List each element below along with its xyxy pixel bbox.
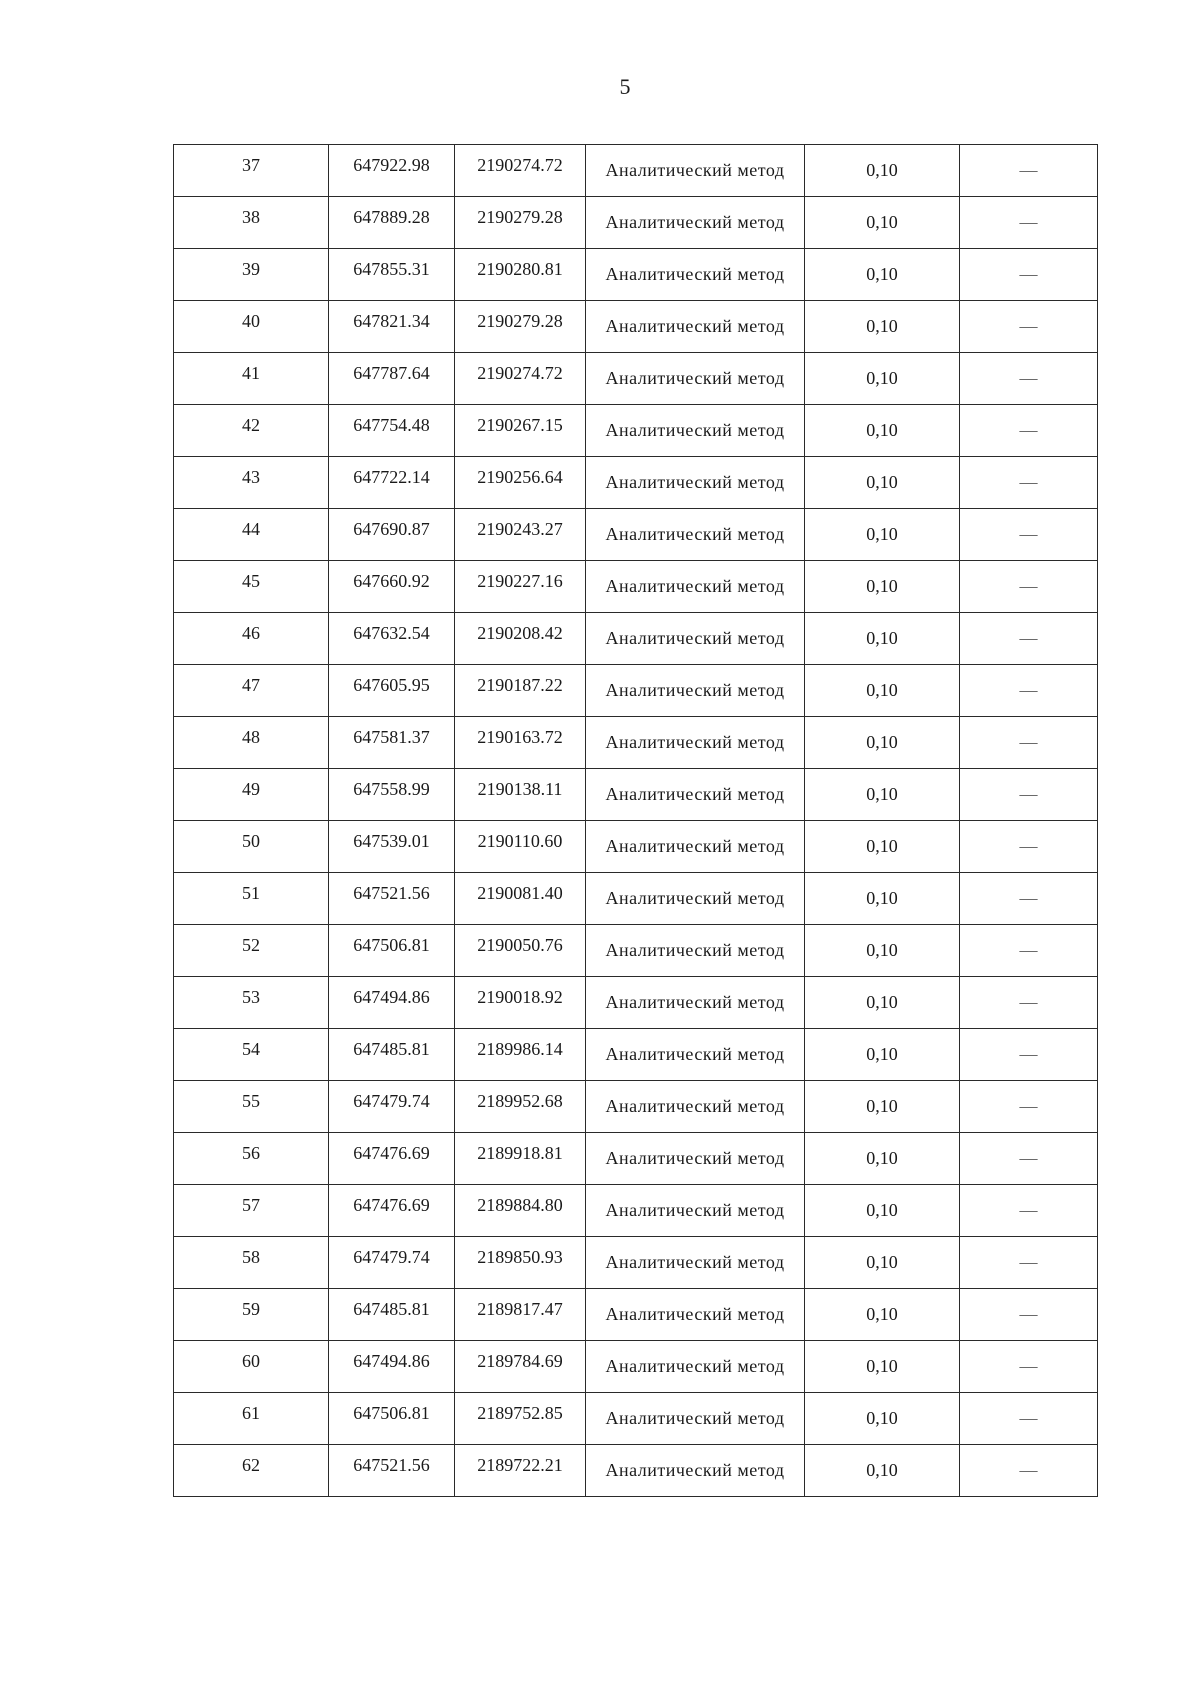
table-row	[174, 717, 1098, 769]
accuracy-cell: 0,10	[805, 509, 960, 561]
y-coordinate-cell: 2189817.47	[455, 1289, 586, 1341]
accuracy-cell: 0,10	[805, 613, 960, 665]
y-coordinate-cell: 2190138.11	[455, 769, 586, 821]
x-coordinate-cell: 647506.81	[329, 925, 455, 977]
accuracy-cell: 0,10	[805, 1445, 960, 1497]
method-cell: Аналитический метод	[586, 1341, 805, 1393]
point-number-cell: 37	[174, 145, 329, 197]
table-row	[174, 1393, 1098, 1445]
note-cell: —	[960, 1445, 1098, 1497]
y-coordinate-cell: 2190274.72	[455, 353, 586, 405]
point-number-cell: 49	[174, 769, 329, 821]
method-cell: Аналитический метод	[586, 873, 805, 925]
note-cell: —	[960, 821, 1098, 873]
x-coordinate-cell: 647494.86	[329, 977, 455, 1029]
point-number-cell: 50	[174, 821, 329, 873]
note-cell: —	[960, 925, 1098, 977]
point-number-cell: 62	[174, 1445, 329, 1497]
table-row	[174, 1133, 1098, 1185]
x-coordinate-cell: 647479.74	[329, 1081, 455, 1133]
x-coordinate-cell: 647521.56	[329, 873, 455, 925]
x-coordinate-cell: 647605.95	[329, 665, 455, 717]
accuracy-cell: 0,10	[805, 821, 960, 873]
note-cell: —	[960, 353, 1098, 405]
point-number-cell: 59	[174, 1289, 329, 1341]
y-coordinate-cell: 2190256.64	[455, 457, 586, 509]
accuracy-cell: 0,10	[805, 1185, 960, 1237]
method-cell: Аналитический метод	[586, 1029, 805, 1081]
y-coordinate-cell: 2190081.40	[455, 873, 586, 925]
method-cell: Аналитический метод	[586, 821, 805, 873]
y-coordinate-cell: 2190163.72	[455, 717, 586, 769]
accuracy-cell: 0,10	[805, 561, 960, 613]
table-row	[174, 1081, 1098, 1133]
x-coordinate-cell: 647558.99	[329, 769, 455, 821]
accuracy-cell: 0,10	[805, 1341, 960, 1393]
point-number-cell: 44	[174, 509, 329, 561]
y-coordinate-cell: 2190279.28	[455, 301, 586, 353]
x-coordinate-cell: 647581.37	[329, 717, 455, 769]
accuracy-cell: 0,10	[805, 1133, 960, 1185]
method-cell: Аналитический метод	[586, 925, 805, 977]
method-cell: Аналитический метод	[586, 769, 805, 821]
table-row	[174, 873, 1098, 925]
y-coordinate-cell: 2190280.81	[455, 249, 586, 301]
x-coordinate-cell: 647521.56	[329, 1445, 455, 1497]
y-coordinate-cell: 2190110.60	[455, 821, 586, 873]
y-coordinate-cell: 2189784.69	[455, 1341, 586, 1393]
x-coordinate-cell: 647660.92	[329, 561, 455, 613]
point-number-cell: 55	[174, 1081, 329, 1133]
x-coordinate-cell: 647889.28	[329, 197, 455, 249]
accuracy-cell: 0,10	[805, 717, 960, 769]
table-row	[174, 821, 1098, 873]
table-row	[174, 977, 1098, 1029]
method-cell: Аналитический метод	[586, 1185, 805, 1237]
point-number-cell: 52	[174, 925, 329, 977]
note-cell: —	[960, 665, 1098, 717]
table-row	[174, 769, 1098, 821]
y-coordinate-cell: 2190243.27	[455, 509, 586, 561]
x-coordinate-cell: 647922.98	[329, 145, 455, 197]
method-cell: Аналитический метод	[586, 249, 805, 301]
method-cell: Аналитический метод	[586, 1133, 805, 1185]
point-number-cell: 56	[174, 1133, 329, 1185]
table-row	[174, 405, 1098, 457]
point-number-cell: 45	[174, 561, 329, 613]
point-number-cell: 54	[174, 1029, 329, 1081]
point-number-cell: 41	[174, 353, 329, 405]
table-row	[174, 353, 1098, 405]
accuracy-cell: 0,10	[805, 1289, 960, 1341]
point-number-cell: 58	[174, 1237, 329, 1289]
accuracy-cell: 0,10	[805, 1237, 960, 1289]
point-number-cell: 61	[174, 1393, 329, 1445]
method-cell: Аналитический метод	[586, 613, 805, 665]
note-cell: —	[960, 301, 1098, 353]
method-cell: Аналитический метод	[586, 717, 805, 769]
y-coordinate-cell: 2189850.93	[455, 1237, 586, 1289]
method-cell: Аналитический метод	[586, 977, 805, 1029]
note-cell: —	[960, 249, 1098, 301]
method-cell: Аналитический метод	[586, 1289, 805, 1341]
note-cell: —	[960, 561, 1098, 613]
table-row	[174, 561, 1098, 613]
point-number-cell: 39	[174, 249, 329, 301]
y-coordinate-cell: 2190187.22	[455, 665, 586, 717]
note-cell: —	[960, 1341, 1098, 1393]
y-coordinate-cell: 2190274.72	[455, 145, 586, 197]
method-cell: Аналитический метод	[586, 301, 805, 353]
note-cell: —	[960, 1081, 1098, 1133]
accuracy-cell: 0,10	[805, 457, 960, 509]
accuracy-cell: 0,10	[805, 1029, 960, 1081]
accuracy-cell: 0,10	[805, 977, 960, 1029]
note-cell: —	[960, 145, 1098, 197]
note-cell: —	[960, 1237, 1098, 1289]
note-cell: —	[960, 1393, 1098, 1445]
method-cell: Аналитический метод	[586, 561, 805, 613]
accuracy-cell: 0,10	[805, 249, 960, 301]
x-coordinate-cell: 647754.48	[329, 405, 455, 457]
x-coordinate-cell: 647479.74	[329, 1237, 455, 1289]
table-row	[174, 249, 1098, 301]
accuracy-cell: 0,10	[805, 665, 960, 717]
note-cell: —	[960, 1185, 1098, 1237]
accuracy-cell: 0,10	[805, 197, 960, 249]
x-coordinate-cell: 647539.01	[329, 821, 455, 873]
point-number-cell: 42	[174, 405, 329, 457]
note-cell: —	[960, 197, 1098, 249]
table-row	[174, 1445, 1098, 1497]
accuracy-cell: 0,10	[805, 1393, 960, 1445]
note-cell: —	[960, 613, 1098, 665]
table-row	[174, 1185, 1098, 1237]
x-coordinate-cell: 647485.81	[329, 1029, 455, 1081]
accuracy-cell: 0,10	[805, 301, 960, 353]
note-cell: —	[960, 1289, 1098, 1341]
table-row	[174, 613, 1098, 665]
y-coordinate-cell: 2190267.15	[455, 405, 586, 457]
page-number: 5	[619, 74, 631, 99]
method-cell: Аналитический метод	[586, 197, 805, 249]
x-coordinate-cell: 647485.81	[329, 1289, 455, 1341]
coordinates-table-body	[174, 145, 1098, 1497]
y-coordinate-cell: 2189722.21	[455, 1445, 586, 1497]
note-cell: —	[960, 509, 1098, 561]
table-row	[174, 1029, 1098, 1081]
x-coordinate-cell: 647787.64	[329, 353, 455, 405]
point-number-cell: 48	[174, 717, 329, 769]
coordinates-table	[173, 144, 1098, 1497]
y-coordinate-cell: 2189986.14	[455, 1029, 586, 1081]
y-coordinate-cell: 2189952.68	[455, 1081, 586, 1133]
accuracy-cell: 0,10	[805, 925, 960, 977]
x-coordinate-cell: 647722.14	[329, 457, 455, 509]
note-cell: —	[960, 457, 1098, 509]
method-cell: Аналитический метод	[586, 1393, 805, 1445]
table-row	[174, 457, 1098, 509]
method-cell: Аналитический метод	[586, 405, 805, 457]
y-coordinate-cell: 2190227.16	[455, 561, 586, 613]
point-number-cell: 47	[174, 665, 329, 717]
note-cell: —	[960, 769, 1098, 821]
point-number-cell: 57	[174, 1185, 329, 1237]
x-coordinate-cell: 647855.31	[329, 249, 455, 301]
method-cell: Аналитический метод	[586, 509, 805, 561]
table-row	[174, 301, 1098, 353]
y-coordinate-cell: 2190279.28	[455, 197, 586, 249]
point-number-cell: 38	[174, 197, 329, 249]
table-row	[174, 665, 1098, 717]
method-cell: Аналитический метод	[586, 353, 805, 405]
accuracy-cell: 0,10	[805, 353, 960, 405]
method-cell: Аналитический метод	[586, 665, 805, 717]
method-cell: Аналитический метод	[586, 457, 805, 509]
point-number-cell: 40	[174, 301, 329, 353]
y-coordinate-cell: 2190208.42	[455, 613, 586, 665]
accuracy-cell: 0,10	[805, 145, 960, 197]
x-coordinate-cell: 647476.69	[329, 1185, 455, 1237]
method-cell: Аналитический метод	[586, 1237, 805, 1289]
note-cell: —	[960, 1133, 1098, 1185]
method-cell: Аналитический метод	[586, 145, 805, 197]
accuracy-cell: 0,10	[805, 769, 960, 821]
table-row	[174, 1237, 1098, 1289]
point-number-cell: 46	[174, 613, 329, 665]
table-row	[174, 145, 1098, 197]
table-row	[174, 197, 1098, 249]
y-coordinate-cell: 2189752.85	[455, 1393, 586, 1445]
y-coordinate-cell: 2190050.76	[455, 925, 586, 977]
x-coordinate-cell: 647476.69	[329, 1133, 455, 1185]
point-number-cell: 53	[174, 977, 329, 1029]
note-cell: —	[960, 873, 1098, 925]
table-row	[174, 925, 1098, 977]
y-coordinate-cell: 2189884.80	[455, 1185, 586, 1237]
x-coordinate-cell: 647690.87	[329, 509, 455, 561]
table-row	[174, 1341, 1098, 1393]
table-row	[174, 1289, 1098, 1341]
accuracy-cell: 0,10	[805, 1081, 960, 1133]
accuracy-cell: 0,10	[805, 873, 960, 925]
x-coordinate-cell: 647506.81	[329, 1393, 455, 1445]
y-coordinate-cell: 2189918.81	[455, 1133, 586, 1185]
note-cell: —	[960, 977, 1098, 1029]
note-cell: —	[960, 717, 1098, 769]
method-cell: Аналитический метод	[586, 1445, 805, 1497]
x-coordinate-cell: 647494.86	[329, 1341, 455, 1393]
x-coordinate-cell: 647821.34	[329, 301, 455, 353]
y-coordinate-cell: 2190018.92	[455, 977, 586, 1029]
accuracy-cell: 0,10	[805, 405, 960, 457]
method-cell: Аналитический метод	[586, 1081, 805, 1133]
point-number-cell: 43	[174, 457, 329, 509]
point-number-cell: 60	[174, 1341, 329, 1393]
note-cell: —	[960, 1029, 1098, 1081]
point-number-cell: 51	[174, 873, 329, 925]
x-coordinate-cell: 647632.54	[329, 613, 455, 665]
note-cell: —	[960, 405, 1098, 457]
table-row	[174, 509, 1098, 561]
